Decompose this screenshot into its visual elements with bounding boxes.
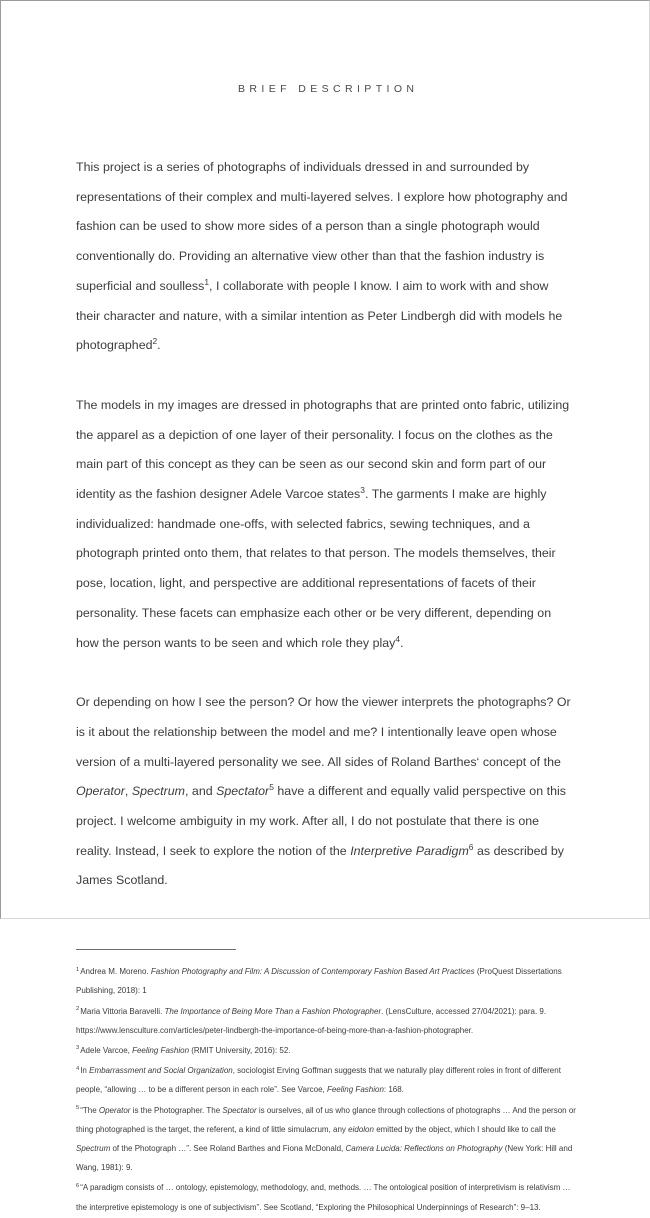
footnote-marker: 4 [395, 633, 401, 644]
footnote-3 [76, 1041, 576, 1060]
footnote-number: 1 [76, 966, 80, 973]
italic-run: Spectrum [131, 784, 185, 799]
italic-run: Feeling Fashion [132, 1045, 190, 1055]
footnote-number: 5 [76, 1104, 80, 1111]
text-run: Maria Vittoria Baravelli. [80, 1006, 165, 1016]
footnote-list [76, 962, 576, 1217]
italic-run: Embarrassment and Social Organization [89, 1066, 233, 1076]
italic-run: Operator [76, 784, 125, 799]
footnote-5 [76, 1101, 576, 1178]
text-run: , and [184, 784, 217, 799]
footnote-marker: 2 [152, 336, 158, 347]
text-run: . The garments I make are highly individualized: handmade one-offs, with selected fabrics, sewing techniques, and a photograph printed onto them, that relates to that person. The models themselves, their pose, location, light, and perspective are additional representations of facets of their personality. These facets can emphasize each other or be very different, depending on how the person wants to be seen and which role they play [76, 487, 556, 650]
paragraph-3 [76, 688, 576, 896]
text-run: (RMIT University, 2016): 52. [189, 1045, 291, 1055]
italic-run: The Importance of Being More Than a Fashion Photographer [164, 1006, 382, 1016]
text-run: (New York: Hill and Wang, 1981): 9. [76, 1144, 573, 1173]
footnote-2 [76, 1002, 576, 1040]
text-run: “The [80, 1105, 99, 1115]
italic-run: Camera Lucida: Reflections on Photography [345, 1144, 503, 1153]
text-run: as described by James Scotland. [76, 843, 564, 888]
text-run: , sociologist Erving Goffman suggests that we naturally play different roles in front of different people, “allowing … to be a different person in each role”. See Varcoe, [76, 1066, 561, 1095]
text-run: . [400, 635, 404, 650]
italic-run: Interpretive Paradigm [350, 843, 469, 858]
footnote-marker: 1 [204, 276, 209, 287]
footnote-6 [76, 1178, 576, 1216]
text-run: , I collaborate with people I know. I aim to work with and show their character and nature, with a similar intention as Peter Lindbergh did with models he photographed [76, 278, 563, 353]
text-run: emitted by the object, which I should like to call the [373, 1124, 556, 1134]
text-run: Or depending on how I see the person? Or how the viewer interprets the photographs? Or is it about the relationship between the model and me? I intentionally leave open whose version of a multi-layered personality we see. All sides of Roland Barthes‘ concept of the [76, 695, 571, 769]
text-run: The models in my images are dressed in photographs that are printed onto fabric, utilizing the apparel as a depiction of one layer of their personality. I focus on the clothes as the main part of this concept as they can be seen as our second skin and form part of our identity as the fashion designer Adele Varcoe states [76, 397, 570, 502]
footnote-number: 2 [76, 1005, 80, 1012]
footnote-4 [76, 1061, 576, 1099]
footnote-marker: 5 [269, 782, 274, 793]
text-run: In [80, 1066, 90, 1076]
footnote-1 [76, 962, 576, 1000]
text-run: of the Photograph …”. See Roland Barthes and Fiona McDonald, [110, 1144, 346, 1153]
text-run: Andrea M. Moreno. [80, 967, 151, 977]
footnote-number: 4 [76, 1065, 80, 1072]
text-run: (ProQuest Dissertations Publishing, 2018): 1 [76, 967, 562, 996]
text-run: is the Photographer. The [130, 1105, 223, 1115]
footnotes-section [76, 949, 576, 1217]
text-run: is ourselves, all of us who glance through collections of photographs … And the person or thing photographed is the target, the referent, a kind of little simulacrum, any [76, 1105, 576, 1134]
paragraph-2 [76, 391, 576, 658]
italic-run: Spectrum [76, 1144, 111, 1153]
italic-run: Spectator [216, 784, 270, 799]
footnote-number: 3 [76, 1045, 80, 1052]
text-run: : 168. [383, 1085, 404, 1095]
text-run: , [124, 784, 132, 799]
paragraph-1 [76, 153, 576, 361]
italic-run: Operator [98, 1105, 131, 1115]
footnote-number: 6 [76, 1182, 80, 1189]
page-title: BRIEF DESCRIPTION [237, 83, 419, 95]
footnote-separator-rule [76, 949, 236, 950]
text-run: . (LensCulture, accessed 27/04/2021): para. 9. https://www.lensculture.com/articles/peter-lindbergh-the-importance-of-being-more-than-a-fashion-photographer. [76, 1006, 547, 1035]
italic-run: Spectator [222, 1105, 257, 1115]
text-run: . [157, 338, 161, 353]
footnote-marker: 6 [468, 841, 474, 852]
page-content [76, 1, 576, 1218]
text-run: “A paradigm consists of … ontology, epistemology, methodology, and, methods. … The ontological position of interpretivism is relativism … the interpretive epistemology is one of subjectivism”. See Scotland, “Exploring the Philosophical Underpinnings of Research”: 9–13. [76, 1183, 571, 1212]
text-run: Adele Varcoe, [80, 1045, 133, 1055]
text-run: This project is a series of photographs of individuals dressed in and surrounded by representations of their complex and multi-layered selves. I explore how photography and fashion can be used to show more sides of a person than a single photograph would conventionally do. Providing an alternative view other than that the fashion industry is superficial and soulless [76, 160, 568, 293]
footnote-marker: 3 [360, 484, 365, 495]
italic-run: Fashion Photography and Film: A Discussion of Contemporary Fashion Based Art Practices [150, 967, 475, 977]
italic-run: Feeling Fashion [326, 1085, 384, 1095]
italic-run: eidolon [348, 1124, 374, 1134]
text-run: have a different and equally valid perspective on this project. I welcome ambiguity in my work. After all, I do not postulate that there is one reality. Instead, I seek to explore the notion of the [76, 784, 566, 858]
body-text [76, 153, 576, 896]
